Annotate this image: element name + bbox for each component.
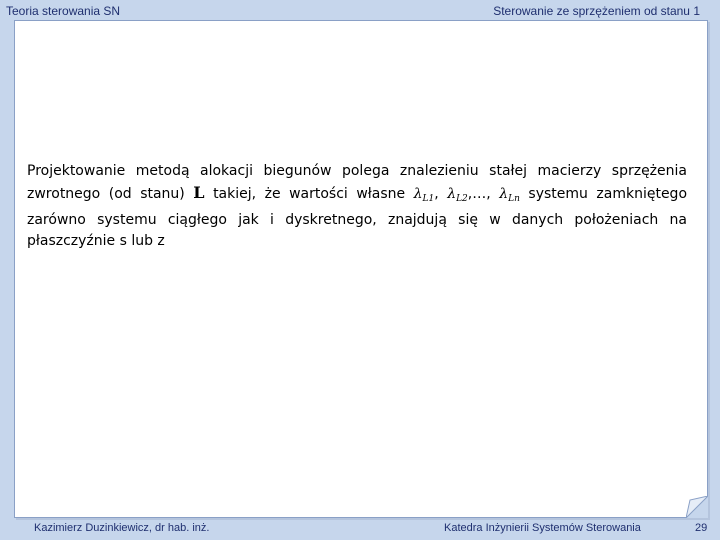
eigenvalue-2 <box>447 186 468 202</box>
eigenvalue-1 <box>414 186 435 202</box>
footer-department: Katedra Inżynierii Systemów Sterowania <box>444 522 641 534</box>
slide-content-area <box>14 20 708 518</box>
eigenvalue-ellipsis: … <box>472 186 487 202</box>
eigenvalue-n <box>499 186 520 202</box>
eigenvalue-2-symbol: λ <box>447 186 457 202</box>
header-slide-title: Sterowanie ze sprzężeniem od stanu 1 <box>493 4 700 18</box>
body-text-part2: takiej, że wartości własne <box>204 186 414 202</box>
eigenvalue-n-subscript: Ln <box>508 194 520 204</box>
eigenvalue-n-symbol: λ <box>499 186 509 202</box>
eigenvalue-2-subscript: L2 <box>456 194 468 204</box>
eigenvalue-1-subscript: L1 <box>422 194 435 204</box>
eigenvalue-1-symbol: λ <box>413 186 423 202</box>
page-number: 29 <box>695 522 708 534</box>
feedback-matrix-symbol: L <box>193 183 205 202</box>
slide-body-paragraph: Projektowanie metodą alokacji biegunów polega znalezieniu stałej macierzy sprzężenia zwrotnego (od stanu) L takiej, że wartości własne $\lambda_{L1}$, $\lambda_{L2},\dots$, $\lambda_{Ln}$ systemu zamkniętego zarówno systemu ciągłego jak i dyskretnego, znajdują się w danych położeniach na płaszczyźnie s lub z <box>27 163 688 249</box>
header-course-title: Teoria sterowania SN <box>6 4 121 18</box>
footer-author: Kazimierz Duzinkiewicz, dr hab. inż. <box>34 522 210 534</box>
body-text-part1: Projektowanie metodą alokacji biegunów polega znalezieniu stałej macierzy sprzężenia zwrotnego (od stanu) <box>27 163 687 202</box>
page-curl-icon <box>686 496 708 518</box>
body-text-part3: systemu zamkniętego zarówno systemu ciągłego jak i dyskretnego, znajdują się w danych położeniach na płaszczyźnie s lub z <box>27 186 688 249</box>
